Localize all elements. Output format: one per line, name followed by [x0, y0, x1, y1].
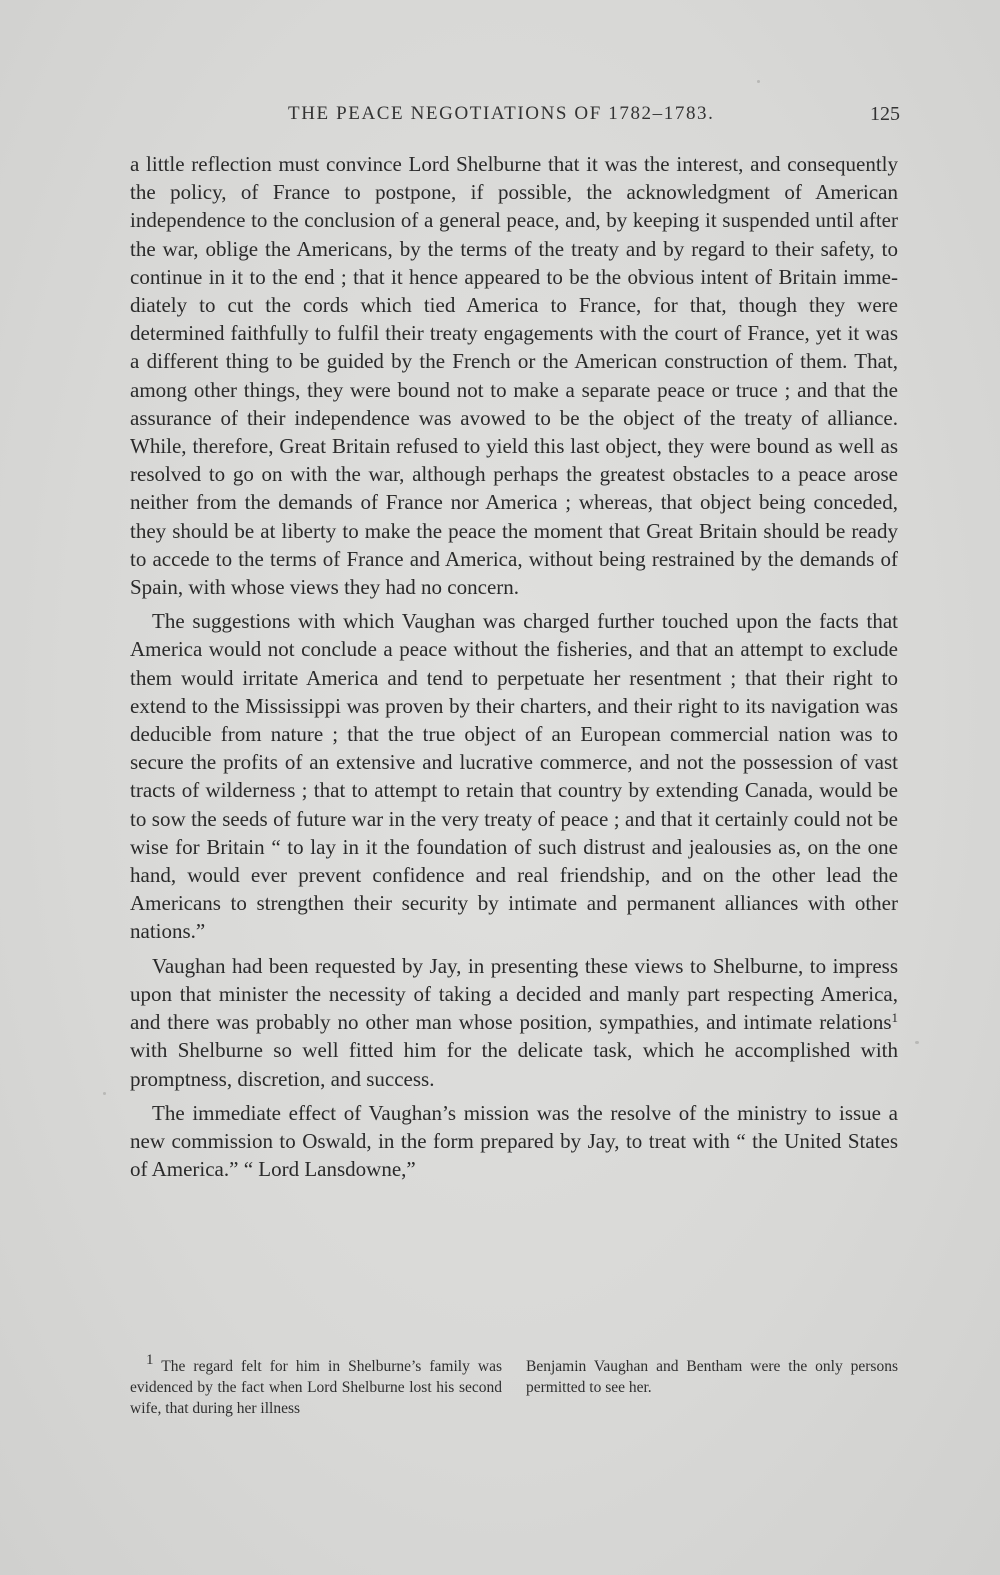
body-text [130, 150, 898, 1189]
paper-speck [103, 1092, 106, 1095]
paper-speck [757, 80, 760, 83]
footnote-left-column [130, 1352, 502, 1419]
running-title: THE PEACE NEGOTIATIONS OF 1782–1783. [288, 103, 715, 124]
paragraph-2: The suggestions with which Vaughan was charged further touched upon the facts that America would not conclude a peace without the fisheries, and that an attempt to exclude them would irritate America and tend to perpetuate her resentment ; that their right to extend to the Mississippi was proven by their charters, and their right to its navigation was deducible from nature ; that the true object of an European commercial nation was to secure the profits of an extensive and lucrative commerce, and not the possession of vast tracts of wilderness ; that to attempt to retain that country by extending Canada, would be to sow the seeds of future war in the very treaty of peace ; and that it certainly could not be wise for Britain “ to lay in it the foundation of such distrust and jealousies as, on the one hand, would ever prevent confidence and real friendship, and on the other lead the Americans to strengthen their security by intimate and permanent alliances with other nations.” [130, 609, 898, 944]
footnote-right-text: Benjamin Vaughan and Bentham were the only persons permitted to see her. [526, 1358, 898, 1396]
page-number: 125 [870, 103, 900, 125]
paragraph-4: The immediate effect of Vaughan’s mission was the resolve of the ministry to issue a new commission to Oswald, in the form prepared by Jay, to treat with “ the United States of America.” “ Lord Lansdowne,” [130, 1100, 898, 1182]
footnote-left-text-block [130, 1352, 502, 1419]
running-head [130, 103, 900, 137]
paragraph-3 [130, 952, 898, 1093]
paragraph-1: a little reflection must convince Lord Shelburne that it was the interest, and consequently the policy, of France to postpone, if possible, the acknowledgment of American independence to the conclusion of a general peace, and, by keeping it suspended until after the war, oblige the Americans, by the terms of the treaty and by regard to their safety, to continue in it to the end ; that it hence appeared to be the obvious intent of Britain immediately to cut the cords which tied America to France, for that, though they were determined faithfully to fulfil their treaty engagements with the court of France, yet it was a different thing to be guided by the French or the American construction of them. That, among other things, they were bound not to make a separate peace or truce ; and that the assurance of their independence was avowed to be the object of the treaty of alliance. While, therefore, Great Britain refused to yield this last object, they were bound as well as resolved to go on with the war, although perhaps the greatest obstacles to a peace arose neither from the demands of France nor America ; whereas, that object being conceded, they should be at liberty to make the peace the moment that Great Britain should be ready to accede to the terms of France and America, without being restrained by the demands of Spain, with whose views they had no concern. [130, 152, 898, 600]
footnote-reference-mark: 1 [891, 1010, 898, 1026]
footnote [130, 1352, 898, 1419]
paper-speck [915, 1041, 919, 1044]
footnote-right-column [526, 1356, 898, 1419]
footnote-mark: 1 [146, 1352, 154, 1368]
paragraph-3-text-after: with Shelburne so well fitted him for the delicate task, which he accomplished with promptness, discretion, and success. [130, 1038, 898, 1091]
footnote-left-text: The regard felt for him in Shelburne’s family was evidenced by the fact when Lord Shelburne lost his second wife, that during her illness [130, 1358, 502, 1417]
paragraph-3-text-before: Vaughan had been requested by Jay, in presenting these views to Shelburne, to impress upon that minister the necessity of taking a decided and manly part respecting America, and there was probably no other man whose position, sympathies, and intimate relations [130, 953, 898, 1035]
